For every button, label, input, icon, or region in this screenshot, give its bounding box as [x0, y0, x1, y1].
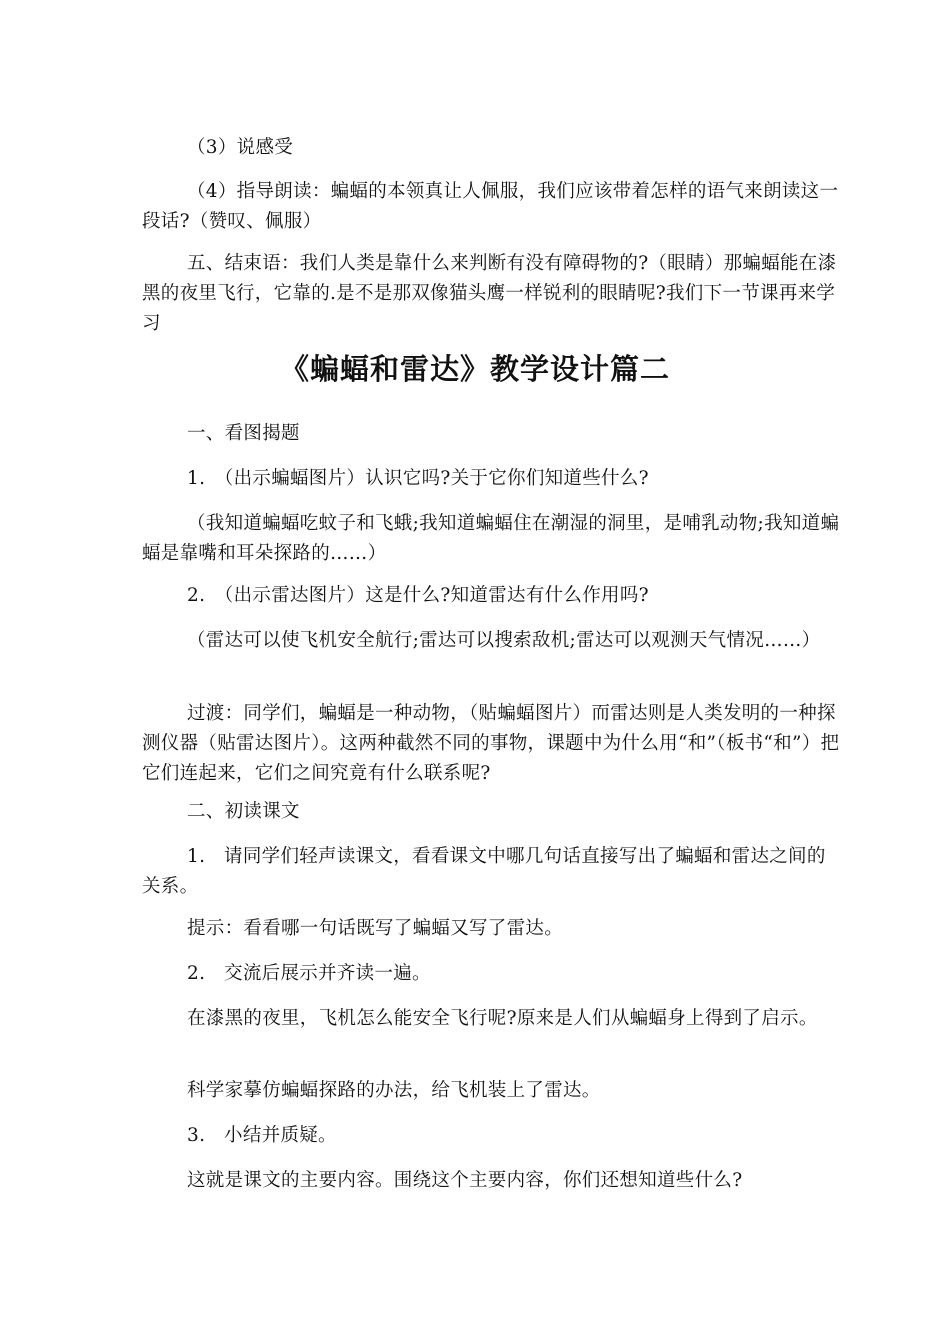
paragraph-quote-2: 科学家摹仿蝙蝠探路的办法，给飞机装上了雷达。 [187, 1079, 601, 1101]
paragraph-hint: 提示：看看哪一句话既写了蝙蝠又写了雷达。 [187, 917, 564, 939]
heading-picture-intro: 一、看图揭题 [187, 422, 300, 444]
paragraph-guided-reading: （4）指导朗读：蝙蝠的本领真让人佩服，我们应该带着怎样的语气来朗读这一段话?（赞叹、佩服） [142, 180, 839, 232]
paragraph-bat-answers: （我知道蝙蝠吃蚊子和飞蛾;我知道蝙蝠住在潮湿的洞里，是哺乳动物;我知道蝙蝠是靠嘴和耳朵探路的……） [142, 512, 840, 564]
paragraph-quote-1: 在漆黑的夜里，飞机怎么能安全飞行呢?原来是人们从蝙蝠身上得到了启示。 [187, 1007, 818, 1029]
paragraph-main-content: 这就是课文的主要内容。围绕这个主要内容，你们还想知道些什么? [187, 1169, 743, 1191]
paragraph-item-1: 1. （出示蝙蝠图片）认识它吗?关于它你们知道些什么? [187, 467, 649, 489]
paragraph-summary-item: 3. 小结并质疑。 [187, 1124, 337, 1146]
section-title: 《蝙蝠和雷达》教学设计篇二 [279, 352, 670, 387]
paragraph-item-2: 2. （出示雷达图片）这是什么?知道雷达有什么作用吗? [187, 584, 649, 606]
paragraph-conclusion: 五、结束语：我们人类是靠什么来判断有没有障碍物的?（眼睛）那蝙蝠能在漆黑的夜里飞行，它靠的.是不是那双像猫头鹰一样锐利的眼睛呢?我们下一节课再来学习 [142, 252, 837, 334]
heading-first-reading: 二、初读课文 [187, 800, 300, 822]
paragraph-transition: 过渡：同学们，蝙蝠是一种动物，（贴蝙蝠图片）而雷达则是人类发明的一种探测仪器（贴雷达图片）。这两种截然不同的事物，课题中为什么用“和”（板书“和”）把它们连起来，它们之间究竟有什么联系呢? [142, 702, 840, 784]
paragraph-say-feelings: （3）说感受 [187, 136, 294, 158]
paragraph-exchange: 2. 交流后展示并齐读一遍。 [187, 962, 431, 984]
paragraph-radar-answers: （雷达可以使飞机安全航行;雷达可以搜索敌机;雷达可以观测天气情况……） [187, 629, 821, 651]
paragraph-reading-task: 1. 请同学们轻声读课文，看看课文中哪几句话直接写出了蝙蝠和雷达之间的关系。 [142, 845, 826, 897]
